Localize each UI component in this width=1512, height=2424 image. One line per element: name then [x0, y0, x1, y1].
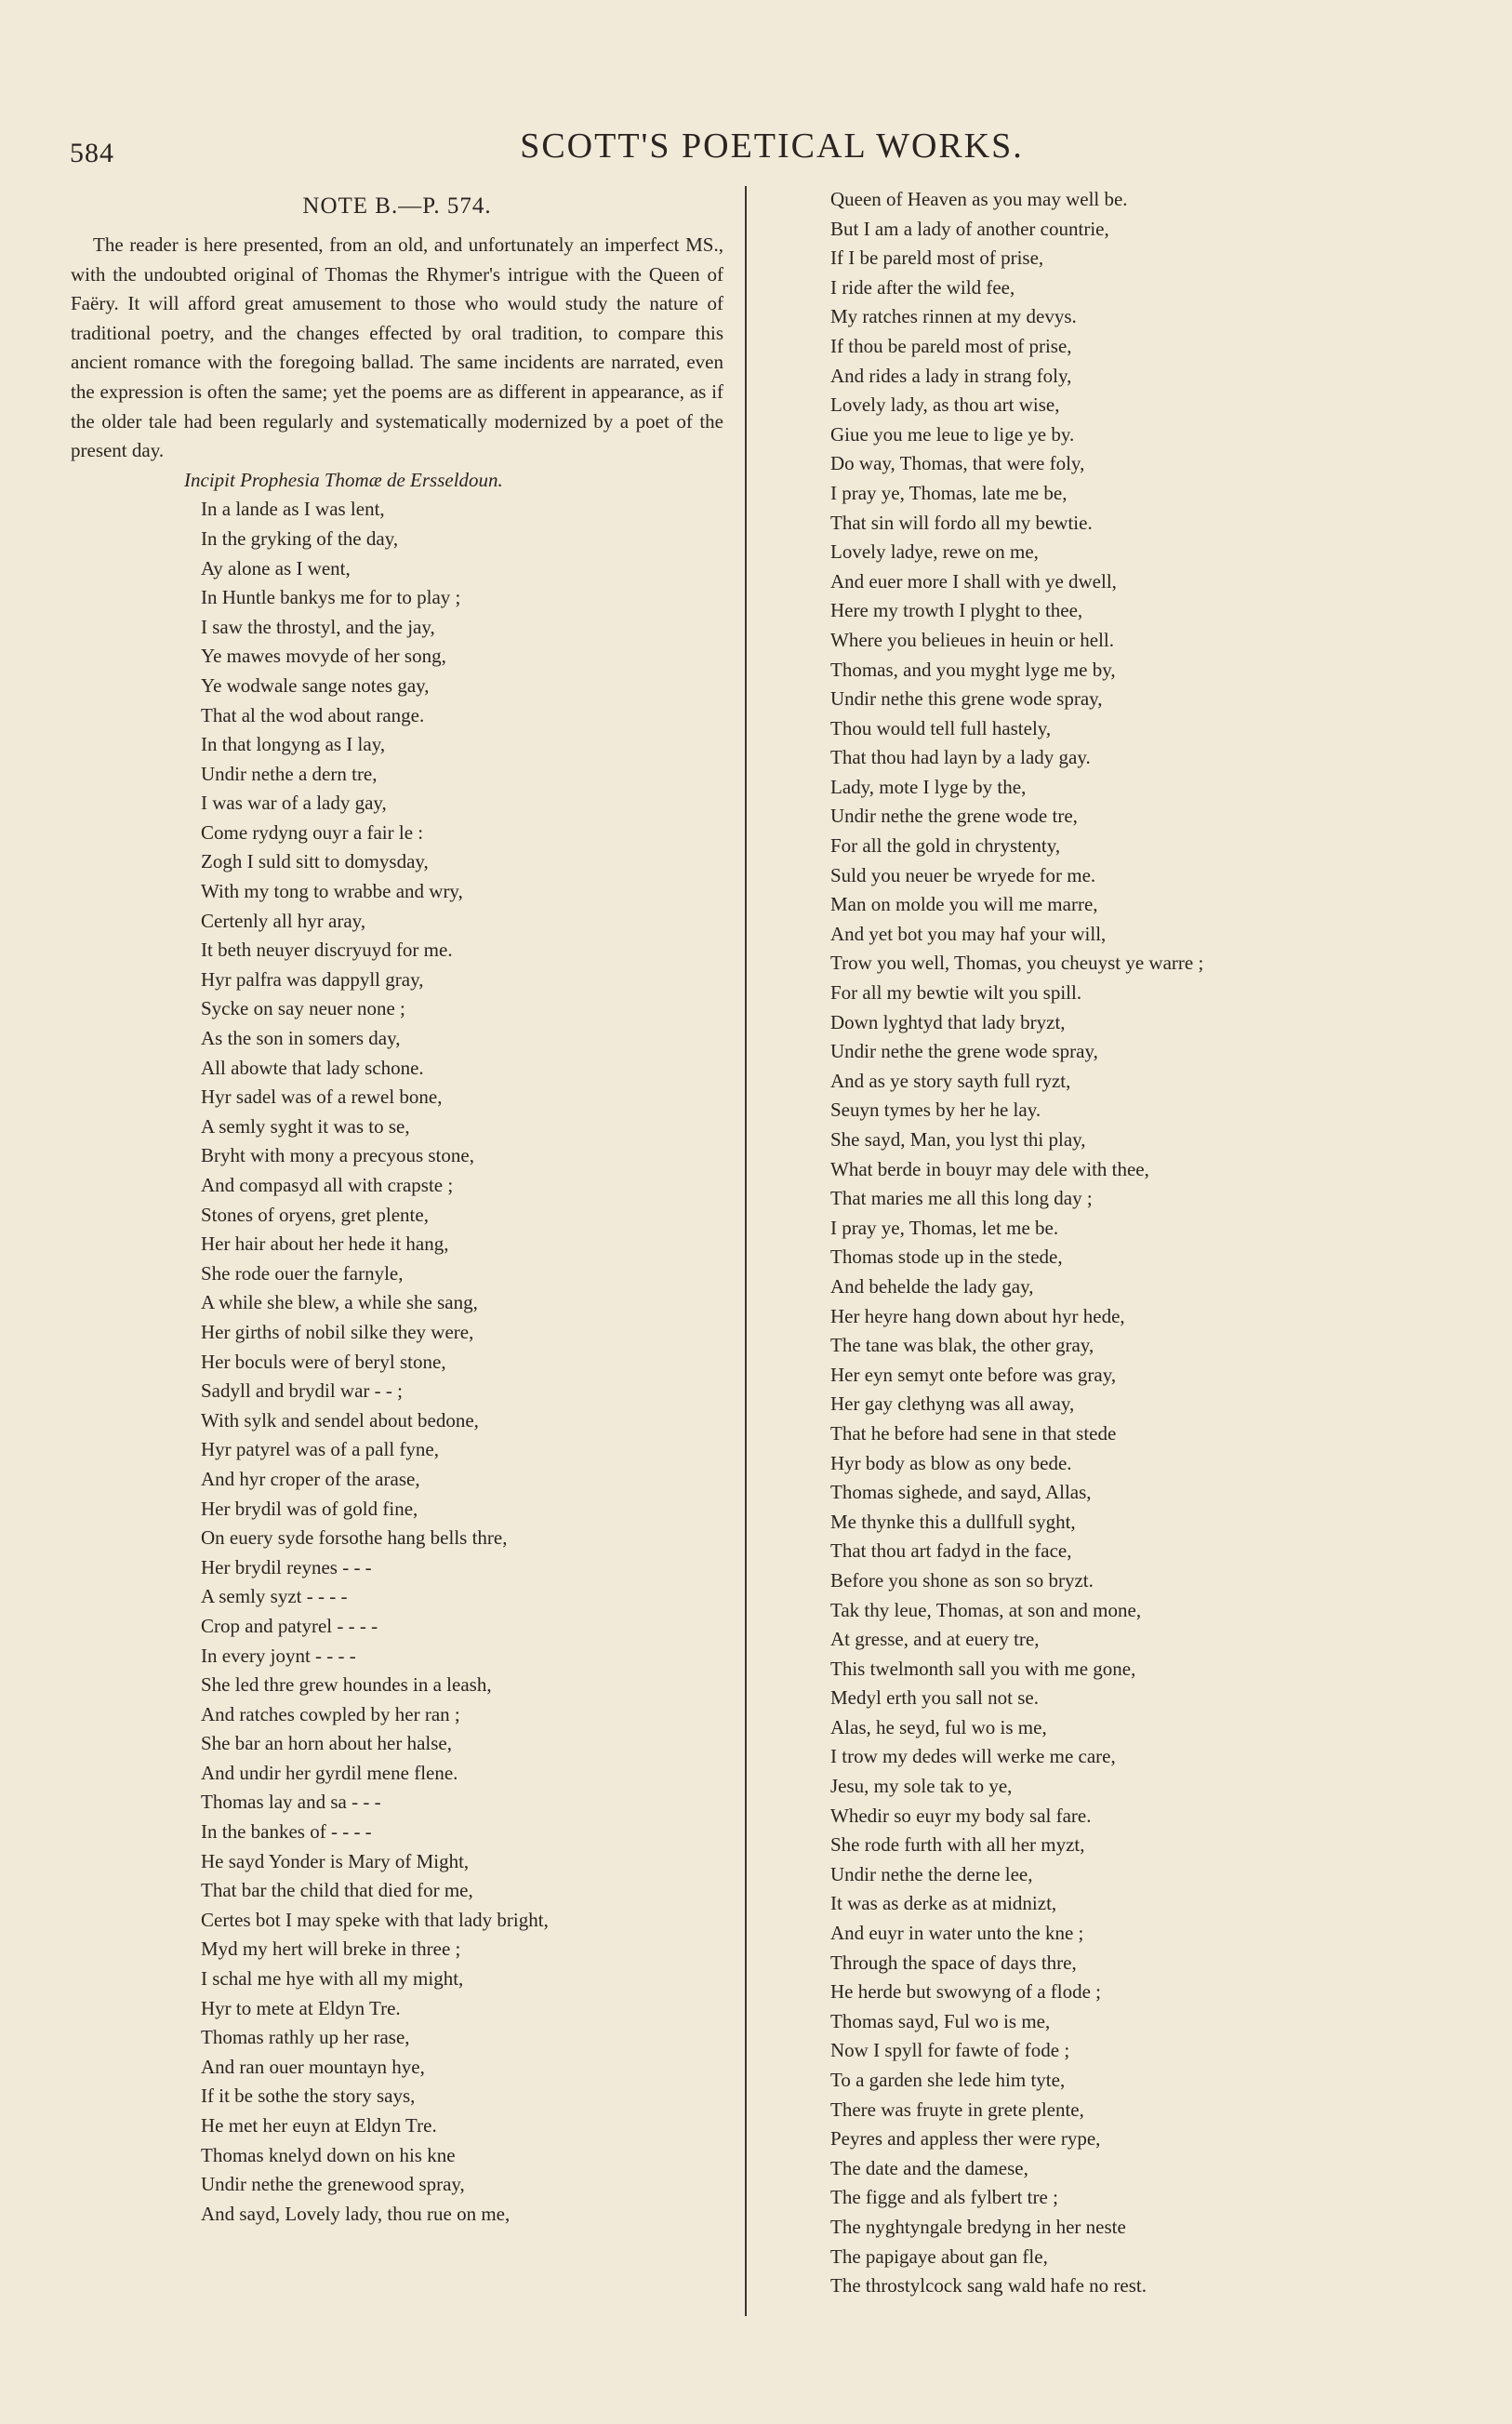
verse-line: With my tong to wrabbe and wry, — [201, 880, 463, 903]
verse-line: Certes bot I may speke with that lady bright, — [201, 1908, 549, 1931]
verse-line: Stones of oryens, gret plente, — [201, 1203, 429, 1226]
verse-line: He herde but swowyng of a flode ; — [830, 1980, 1102, 2004]
verse-line: In Huntle bankys me for to play ; — [201, 586, 461, 609]
verse-line: And as ye story sayth full ryzt, — [830, 1069, 1071, 1092]
verse-line: For all the gold in chrystenty, — [830, 834, 1061, 858]
verse-line: The figge and als fylbert tre ; — [830, 2186, 1058, 2209]
verse-line: The throstylcock sang wald hafe no rest. — [830, 2274, 1147, 2297]
verse-line: Before you shone as son so bryzt. — [830, 1568, 1094, 1592]
verse-line: Hyr sadel was of a rewel bone, — [201, 1085, 443, 1109]
verse-line: Ye wodwale sange notes gay, — [201, 673, 430, 697]
verse-line: I pray ye, Thomas, late me be, — [830, 481, 1068, 504]
intro-paragraph: The reader is here presented, from an old, and unfortunately an imperfect MS., with the undoubted original of Thomas the Rhymer's intrigue with the Queen of Faëry. It will afford great amusement to those who would study the nature of traditional poetry, and the changes effected by oral tradition, to compare this ancient romance with the foregoing ballad. The same incidents are narrated, even the expression is often the same; yet the poems are as different in appearance, as if the older tale had been regularly and systematically modernized by a poet of the present day. — [71, 233, 723, 462]
verse-line: At gresse, and at euery tre, — [830, 1628, 1040, 1651]
verse-line: That sin will fordo all my bewtie. — [830, 511, 1093, 534]
verse-line: The tane was blak, the other gray, — [830, 1334, 1094, 1357]
verse-line: Thomas stode up in the stede, — [830, 1245, 1063, 1269]
left-column — [71, 193, 723, 2229]
left-verse-block — [71, 495, 723, 2229]
verse-line: He met her euyn at Eldyn Tre. — [201, 2114, 437, 2137]
verse-line: Whedir so euyr my body sal fare. — [830, 1804, 1092, 1827]
verse-line: And compasyd all with crapste ; — [201, 1174, 454, 1196]
verse-line: And ran ouer mountayn hye, — [201, 2055, 425, 2078]
verse-line: Undir nethe the grenewood spray, — [201, 2173, 465, 2196]
verse-line: And undir her gyrdil mene flene. — [201, 1761, 458, 1784]
verse-line: My ratches rinnen at my devys. — [830, 305, 1077, 328]
verse-line: Through the space of days thre, — [830, 1951, 1077, 1974]
running-title: SCOTT'S POETICAL WORKS. — [520, 127, 1024, 166]
verse-line: And hyr croper of the arase, — [201, 1467, 420, 1490]
verse-line: Undir nethe a dern tre, — [201, 762, 378, 785]
verse-line: It was as derke as at midnizt, — [830, 1892, 1057, 1915]
verse-line: That al the wod about range. — [201, 703, 425, 726]
verse-line: Sycke on say neuer none ; — [201, 997, 405, 1020]
verse-line: She bar an horn about her halse, — [201, 1732, 452, 1755]
verse-line: On euery syde forsothe hang bells thre, — [201, 1526, 508, 1550]
verse-line: Thomas sayd, Ful wo is me, — [830, 2009, 1051, 2032]
verse-line: Thou would tell full hastely, — [830, 716, 1052, 739]
verse-line: Me thynke this a dullfull syght, — [830, 1510, 1076, 1533]
verse-line: Where you belieues in heuin or hell. — [830, 628, 1114, 651]
verse-line: Myd my hert will breke in three ; — [201, 1938, 461, 1961]
note-heading: NOTE B.—P. 574. — [302, 193, 492, 219]
verse-line: And euyr in water unto the kne ; — [830, 1922, 1084, 1945]
verse-line: What berde in bouyr may dele with thee, — [830, 1157, 1149, 1180]
verse-line: For all my bewtie wilt you spill. — [830, 981, 1082, 1005]
verse-line: Her hair about her hede it hang, — [201, 1232, 449, 1256]
verse-line: Sadyll and brydil war - - ; — [201, 1379, 403, 1403]
verse-line: Queen of Heaven as you may well be. — [830, 188, 1128, 210]
verse-line: The papigaye about gan fle, — [830, 2244, 1048, 2268]
verse-line: Her heyre hang down about hyr hede, — [830, 1304, 1125, 1327]
verse-line: The date and the damese, — [830, 2156, 1028, 2179]
verse-line: Undir nethe the grene wode spray, — [830, 1040, 1098, 1063]
verse-line: In the gryking of the day, — [201, 526, 399, 550]
verse-line: That he before had sene in that stede — [830, 1421, 1117, 1445]
verse-line: I pray ye, Thomas, let me be. — [830, 1216, 1059, 1239]
verse-line: Thomas lay and sa - - - — [201, 1791, 381, 1814]
verse-line: To a garden she lede him tyte, — [830, 2069, 1066, 2091]
verse-line: Hyr patyrel was of a pall fyne, — [201, 1438, 439, 1461]
verse-line: With sylk and sendel about bedone, — [201, 1408, 479, 1432]
verse-line: He sayd Yonder is Mary of Might, — [201, 1849, 470, 1872]
verse-line: Certenly all hyr aray, — [201, 909, 366, 932]
verse-line: Thomas rathly up her rase, — [201, 2026, 410, 2049]
verse-line: That bar the child that died for me, — [201, 1879, 473, 1902]
verse-line: Here my trowth I plyght to thee, — [830, 599, 1083, 622]
verse-line: I was war of a lady gay, — [201, 792, 387, 815]
verse-line: Jesu, my sole tak to ye, — [830, 1775, 1013, 1798]
page-number: 584 — [70, 138, 114, 168]
verse-line: Her brydil reynes - - - — [201, 1555, 372, 1578]
verse-line: And yet bot you may haf your will, — [830, 922, 1107, 945]
verse-line: All abowte that lady schone. — [201, 1056, 424, 1079]
verse-line: Lovely ladye, rewe on me, — [830, 540, 1039, 564]
verse-line: Suld you neuer be wryede for me. — [830, 863, 1096, 886]
verse-line: As the son in somers day, — [201, 1027, 401, 1050]
column-divider — [745, 186, 747, 2316]
verse-line: If it be sothe the story says, — [201, 2084, 416, 2108]
verse-line: And ratches cowpled by her ran ; — [201, 1702, 460, 1725]
verse-line: Giue you me leue to lige ye by. — [830, 422, 1075, 446]
verse-line: In the bankes of - - - - — [201, 1820, 372, 1844]
verse-line: And sayd, Lovely lady, thou rue on me, — [201, 2202, 511, 2225]
verse-line: In that longyng as I lay, — [201, 733, 386, 756]
verse-line: Thomas sighede, and sayd, Allas, — [830, 1481, 1092, 1504]
verse-line: Thomas, and you myght lyge me by, — [830, 658, 1116, 681]
verse-line: She led thre grew houndes in a leash, — [201, 1673, 492, 1697]
verse-line: And behelde the lady gay, — [830, 1274, 1034, 1298]
verse-line: She sayd, Man, you lyst thi play, — [830, 1128, 1086, 1151]
verse-line: Undir nethe this grene wode spray, — [830, 687, 1103, 711]
verse-line: Ye mawes movyde of her song, — [201, 645, 446, 668]
verse-line: I schal me hye with all my might, — [201, 1967, 464, 1991]
verse-line: But I am a lady of another countrie, — [830, 217, 1109, 240]
verse-line: I trow my dedes will werke me care, — [830, 1745, 1116, 1768]
verse-line: Alas, he seyd, ful wo is me, — [830, 1715, 1047, 1738]
verse-line: Medyl erth you sall not se. — [830, 1686, 1039, 1710]
verse-line: Hyr palfra was dappyll gray, — [201, 967, 424, 991]
verse-line: Seuyn tymes by her he lay. — [830, 1099, 1041, 1122]
verse-line: A semly syght it was to se, — [201, 1114, 410, 1138]
verse-line: I ride after the wild fee, — [830, 275, 1015, 299]
verse-line: Now I spyll for fawte of fode ; — [830, 2039, 1070, 2062]
verse-line: Down lyghtyd that lady bryzt, — [830, 1010, 1066, 1033]
verse-line: If I be pareld most of prise, — [830, 246, 1044, 270]
verse-line: Hyr to mete at Eldyn Tre. — [201, 1996, 401, 2019]
verse-line: Come rydyng ouyr a fair le : — [201, 820, 424, 844]
verse-line: It beth neuyer discryuyd for me. — [201, 939, 453, 962]
verse-line: Peyres and appless ther were rype, — [830, 2127, 1101, 2151]
verse-line: I saw the throstyl, and the jay, — [201, 615, 435, 638]
verse-line: Lovely lady, as thou art wise, — [830, 393, 1060, 417]
verse-line: Tak thy leue, Thomas, at son and mone, — [830, 1598, 1142, 1621]
verse-line: Her brydil was of gold fine, — [201, 1497, 418, 1520]
verse-line: She rode ouer the farnyle, — [201, 1261, 404, 1285]
verse-line: Ay alone as I went, — [201, 556, 351, 579]
verse-line: And rides a lady in strang foly, — [830, 364, 1072, 387]
verse-line: If thou be pareld most of prise, — [830, 334, 1072, 357]
verse-line: Trow you well, Thomas, you cheuyst ye warre ; — [830, 952, 1204, 975]
verse-line: Do way, Thomas, that were foly, — [830, 452, 1085, 475]
verse-line: That thou art fadyd in the face, — [830, 1539, 1072, 1563]
verse-line: Lady, mote I lyge by the, — [830, 775, 1027, 798]
verse-line: Bryht with mony a precyous stone, — [201, 1144, 474, 1167]
verse-line: Hyr body as blow as ony bede. — [830, 1451, 1072, 1474]
verse-line: Her girths of nobil silke they were, — [201, 1320, 474, 1343]
verse-line: This twelmonth sall you with me gone, — [830, 1657, 1136, 1680]
verse-line: Man on molde you will me marre, — [830, 893, 1098, 916]
verse-line: Her boculs were of beryl stone, — [201, 1350, 446, 1373]
verse-line: A while she blew, a while she sang, — [201, 1291, 478, 1314]
verse-line: A semly syzt - - - - — [201, 1585, 348, 1608]
verse-line: That thou had layn by a lady gay. — [830, 746, 1091, 769]
verse-line: There was fruyte in grete plente, — [830, 2098, 1084, 2121]
incipit-title: Incipit Prophesia Thomæ de Ersseldoun. — [184, 468, 503, 491]
right-verse-block — [830, 185, 1481, 2301]
verse-line: And euer more I shall with ye dwell, — [830, 569, 1117, 593]
verse-line: She rode furth with all her myzt, — [830, 1833, 1085, 1857]
verse-line: That maries me all this long day ; — [830, 1187, 1093, 1210]
verse-line: Zogh I suld sitt to domysday, — [201, 850, 429, 873]
verse-line: Her gay clethyng was all away, — [830, 1392, 1075, 1416]
verse-line: Undir nethe the derne lee, — [830, 1862, 1033, 1885]
verse-line: Crop and patyrel - - - - — [201, 1614, 378, 1637]
verse-line: Undir nethe the grene wode tre, — [830, 805, 1078, 828]
verse-line: Thomas knelyd down on his kne — [201, 2143, 456, 2166]
verse-line: In every joynt - - - - — [201, 1644, 356, 1667]
verse-line: In a lande as I was lent, — [201, 498, 385, 521]
verse-line: Her eyn semyt onte before was gray, — [830, 1363, 1117, 1386]
verse-line: The nyghtyngale bredyng in her neste — [830, 2215, 1126, 2238]
